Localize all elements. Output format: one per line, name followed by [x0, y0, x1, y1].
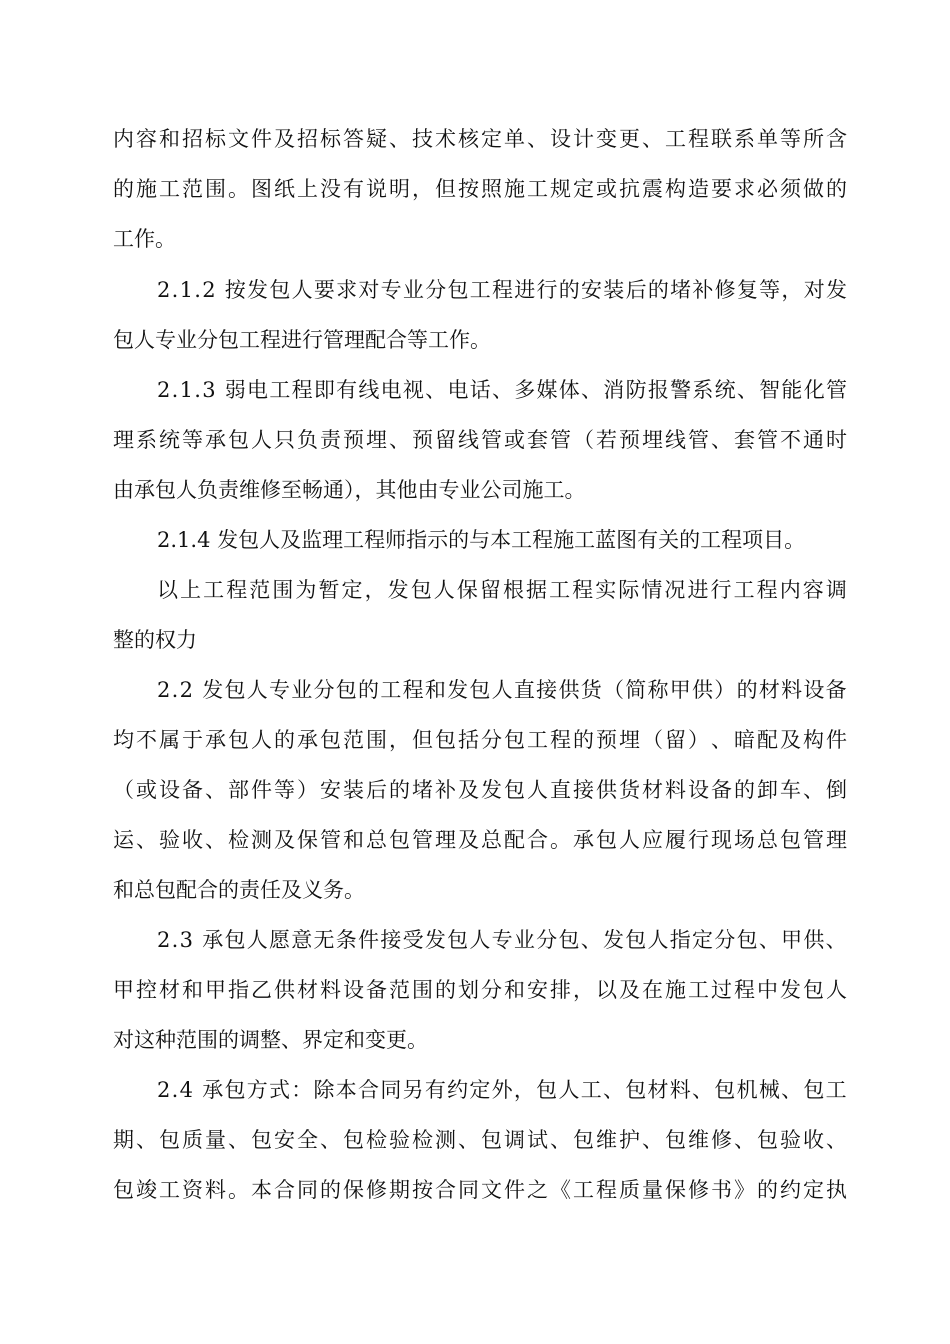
paragraph-2-1-3-line-3: 由承包人负责维修至畅通），其他由专业公司施工。 [113, 478, 586, 502]
paragraph-2-1-3-line-2: 理 系 统 等 承 包 人 只 负 责 预 埋 、 预 留 线 管 或 套 管 （ 若 预 埋 线 管 、 套 管 不 通 时 [113, 428, 847, 452]
paragraph-2-1-2-line-2: 包人专业分包工程进行管理配合等工作。 [113, 328, 491, 352]
paragraph-2-1-4-line-1: 2.1.4 发包人及监理工程师指示的与本工程施工蓝图有关的工程项目。 [157, 528, 806, 552]
paragraph-2-3-line-1: 2 . 3 承 包 人 愿 意 无 条 件 接 受 发 包 人 专 业 分 包 、 发 包 人 指 定 分 包 、 甲 供 、 [157, 928, 847, 952]
scope-note-line-2: 整的权力 [113, 628, 197, 652]
paragraph-2-2-line-2: 均 不 属 于 承 包 人 的 承 包 范 围 ， 但 包 括 分 包 工 程 的 预 埋 （ 留 ） 、 暗 配 及 构 件 [113, 728, 847, 752]
paragraph-2-2-line-3: （ 或 设 备 、 部 件 等 ） 安 装 后 的 堵 补 及 发 包 人 直 接 供 货 材 料 设 备 的 卸 车 、 倒 [113, 778, 847, 802]
paragraph-2-1-3-line-1: 2 . 1 . 3 弱 电 工 程 即 有 线 电 视 、 电 话 、 多 媒 体 、 消 防 报 警 系 统 、 智 能 化 管 [157, 378, 847, 402]
paragraph-2-3-line-3: 对这种范围的调整、界定和变更。 [113, 1028, 428, 1052]
paragraph-2-2-line-5: 和总包配合的责任及义务。 [113, 878, 365, 902]
scope-note-line-1: 以 上 工 程 范 围 为 暂 定 ， 发 包 人 保 留 根 据 工 程 实 际 情 况 进 行 工 程 内 容 调 [157, 578, 847, 602]
paragraph-2-3-line-2: 甲 控 材 和 甲 指 乙 供 材 料 设 备 范 围 的 划 分 和 安 排 ， 以 及 在 施 工 过 程 中 发 包 人 [113, 978, 847, 1002]
paragraph-2-1-2-line-1: 2 . 1 . 2 按 发 包 人 要 求 对 专 业 分 包 工 程 进 行 的 安 装 后 的 堵 补 修 复 等 ， 对 发 [157, 278, 847, 302]
paragraph-2-4-line-2: 期 、 包 质 量 、 包 安 全 、 包 检 验 检 测 、 包 调 试 、 包 维 护 、 包 维 修 、 包 验 收 、 [113, 1128, 847, 1152]
paragraph-2-4-line-3: 包 竣 工 资 料 。 本 合 同 的 保 修 期 按 合 同 文 件 之 《 工 程 质 量 保 修 书 》 的 约 定 执 [113, 1178, 847, 1202]
text-line-2: 的 施 工 范 围 。 图 纸 上 没 有 说 明 ， 但 按 照 施 工 规 定 或 抗 震 构 造 要 求 必 须 做 的 [113, 177, 847, 201]
text-line-1: 内 容 和 招 标 文 件 及 招 标 答 疑 、 技 术 核 定 单 、 设 计 变 更 、 工 程 联 系 单 等 所 含 [113, 127, 847, 151]
text-line-3: 工作。 [113, 227, 176, 251]
paragraph-2-2-line-1: 2 . 2 发 包 人 专 业 分 包 的 工 程 和 发 包 人 直 接 供 货 （ 简 称 甲 供 ） 的 材 料 设 备 [157, 678, 847, 702]
paragraph-2-2-line-4: 运 、 验 收 、 检 测 及 保 管 和 总 包 管 理 及 总 配 合 。 承 包 人 应 履 行 现 场 总 包 管 理 [113, 828, 847, 852]
paragraph-2-4-line-1: 2 . 4 承 包 方 式 ： 除 本 合 同 另 有 约 定 外 ， 包 人 工 、 包 材 料 、 包 机 械 、 包 工 [157, 1078, 847, 1102]
